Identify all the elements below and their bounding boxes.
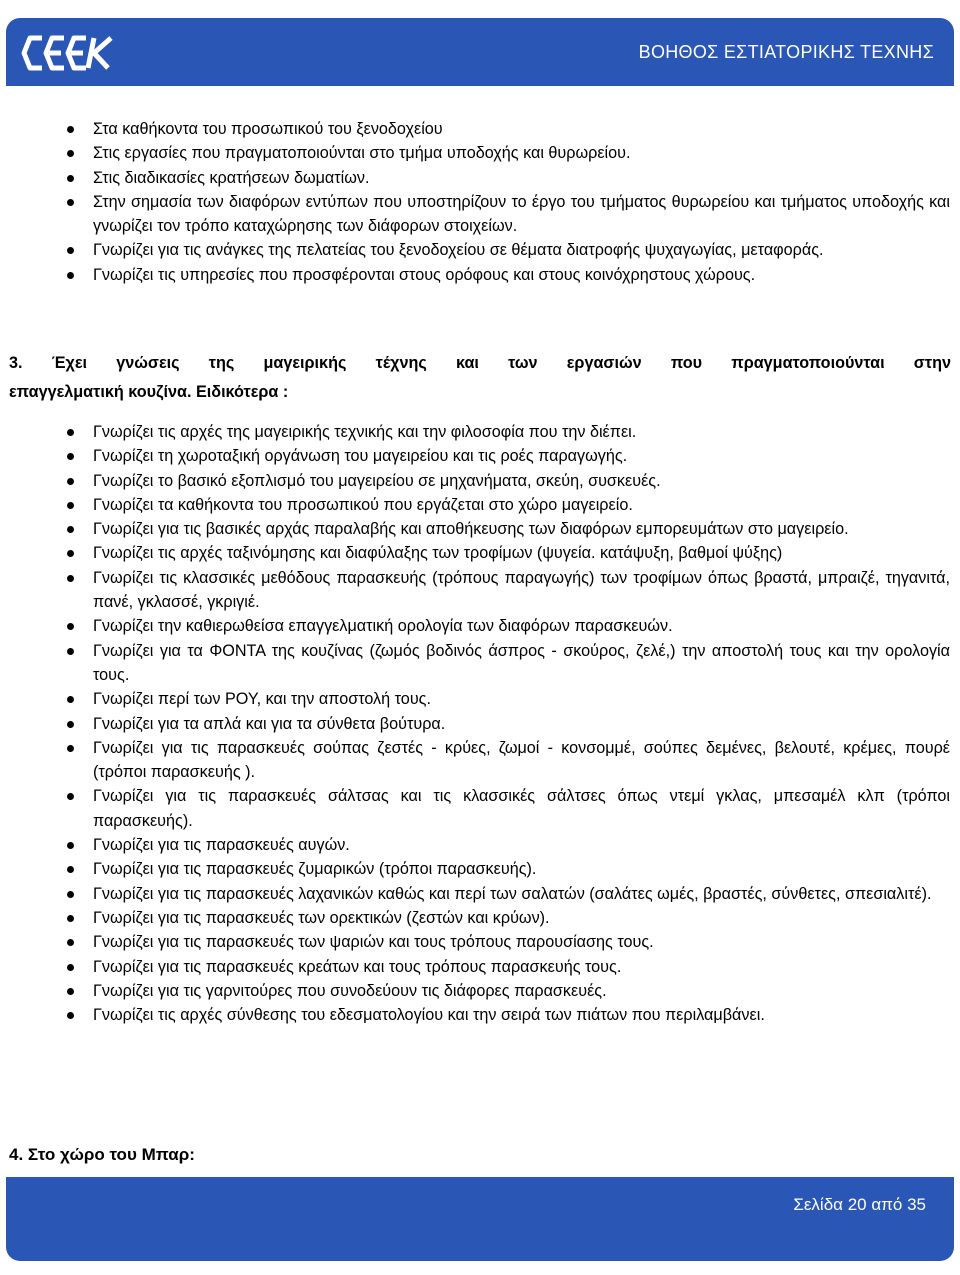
list-item: Γνωρίζει για τις βασικές αρχάς παραλαβής και αποθήκευσης των διαφόρων εμπορευμάτων στο μαγειρείο.	[0, 517, 960, 541]
list-item: Γνωρίζει για τις παρασκευές σάλτσας και τις κλασσικές σάλτσες όπως ντεμί γκλας, μπεσαμέλ κλπ (τρόποι παρασκευής).	[0, 784, 960, 833]
list-item: Γνωρίζει τη χωροταξική οργάνωση του μαγειρείου και τις ροές παραγωγής.	[0, 444, 960, 468]
list-item: Γνωρίζει για τις παρασκευές λαχανικών καθώς και περί των σαλατών (σαλάτες ωμές, βραστές, σύνθετες, σπεσιαλιτέ).	[0, 882, 960, 906]
section-3-list	[0, 420, 960, 1027]
section-3-heading-cont: επαγγελματική κουζίνα. Ειδικότερα :	[9, 383, 289, 401]
list-item: Γνωρίζει για τις ανάγκες της πελατείας του ξενοδοχείου σε θέματα διατροφής ψυχαγωγίας, μεταφοράς.	[0, 238, 960, 262]
list-item: Γνωρίζει για τις παρασκευές αυγών.	[0, 833, 960, 857]
list-item: Στα καθήκοντα του προσωπικού του ξενοδοχείου	[0, 117, 960, 141]
list-item: Γνωρίζει για τις παρασκευές των ψαριών και τους τρόπους παρουσίασης τους.	[0, 930, 960, 954]
list-item: Γνωρίζει για τις γαρνιτούρες που συνοδεύουν τις διάφορες παρασκευές.	[0, 979, 960, 1003]
top-list	[0, 117, 960, 287]
list-item: Γνωρίζει την καθιερωθείσα επαγγελματική ορολογία των διαφόρων παρασκευών.	[0, 614, 960, 638]
list-item: Γνωρίζει τις κλασσικές μεθόδους παρασκευής (τρόπους παραγωγής) των τροφίμων όπως βραστά, μπραιζέ, τηγανιτά, πανέ, γκλασσέ, γκριγιέ.	[0, 566, 960, 615]
list-item: Γνωρίζει για τις παρασκευές κρεάτων και τους τρόπους παρασκευής τους.	[0, 955, 960, 979]
list-item: Γνωρίζει για τις παρασκευές των ορεκτικών (ζεστών και κρύων).	[0, 906, 960, 930]
list-item: Γνωρίζει τα καθήκοντα του προσωπικού που εργάζεται στο χώρο μαγειρείο.	[0, 493, 960, 517]
list-item: Γνωρίζει τις αρχές της μαγειρικής τεχνικής και την φιλοσοφία που την διέπει.	[0, 420, 960, 444]
page-number: Σελίδα 20 από 35	[793, 1195, 926, 1214]
section-4-heading: 4. Στο χώρο του Μπαρ:	[9, 1145, 195, 1164]
page-footer	[6, 1177, 954, 1261]
document-title: ΒΟΗΘΟΣ ΕΣΤΙΑΤΟΡΙΚΗΣ ΤΕΧΝΗΣ	[638, 42, 934, 62]
list-item: Γνωρίζει τις αρχές σύνθεσης του εδεσματολογίου και την σειρά των πιάτων που περιλαμβάνει.	[0, 1003, 960, 1027]
list-item: Γνωρίζει για τα ΦΟΝΤΑ της κουζίνας (ζωμός βοδινός άσπρος - σκούρος, ζελέ,) την αποστολή τους και την ορολογία τους.	[0, 639, 960, 688]
ceek-logo	[20, 32, 116, 74]
list-item: Γνωρίζει για τις παρασκευές ζυμαρικών (τρόποι παρασκευής).	[0, 857, 960, 881]
list-item: Γνωρίζει το βασικό εξοπλισμό του μαγειρείου σε μηχανήματα, σκεύη, συσκευές.	[0, 469, 960, 493]
list-item: Γνωρίζει τις αρχές ταξινόμησης και διαφύλαξης των τροφίμων (ψυγεία. κατάψυξη, βαθμοί ψύξης)	[0, 541, 960, 565]
list-item: Γνωρίζει για τις παρασκευές σούπας ζεστές - κρύες, ζωμοί - κονσομμέ, σούπες δεμένες, βελουτέ, κρέμες, πουρέ (τρόποι παρασκευής ).	[0, 736, 960, 785]
list-item: Στις διαδικασίες κρατήσεων δωματίων.	[0, 166, 960, 190]
list-item: Γνωρίζει για τα απλά και για τα σύνθετα βούτυρα.	[0, 712, 960, 736]
list-item: Γνωρίζει περί των ΡΟΥ, και την αποστολή τους.	[0, 687, 960, 711]
section-3-heading: 3. Έχει γνώσεις της μαγειρικής τέχνης και των εργασιών που πραγματοποιούνται στην	[9, 354, 951, 372]
page-header	[6, 18, 954, 86]
list-item: Στις εργασίες που πραγματοποιούνται στο τμήμα υποδοχής και θυρωρείου.	[0, 141, 960, 165]
list-item: Στην σημασία των διαφόρων εντύπων που υποστηρίζουν το έργο του τμήματος θυρωρείου και τμήματος υποδοχής και γνωρίζει τον τρόπο καταχώρησης των διάφορων στοιχείων.	[0, 190, 960, 239]
list-item: Γνωρίζει τις υπηρεσίες που προσφέρονται στους ορόφους και στους κοινόχρηστους χώρους.	[0, 263, 960, 287]
